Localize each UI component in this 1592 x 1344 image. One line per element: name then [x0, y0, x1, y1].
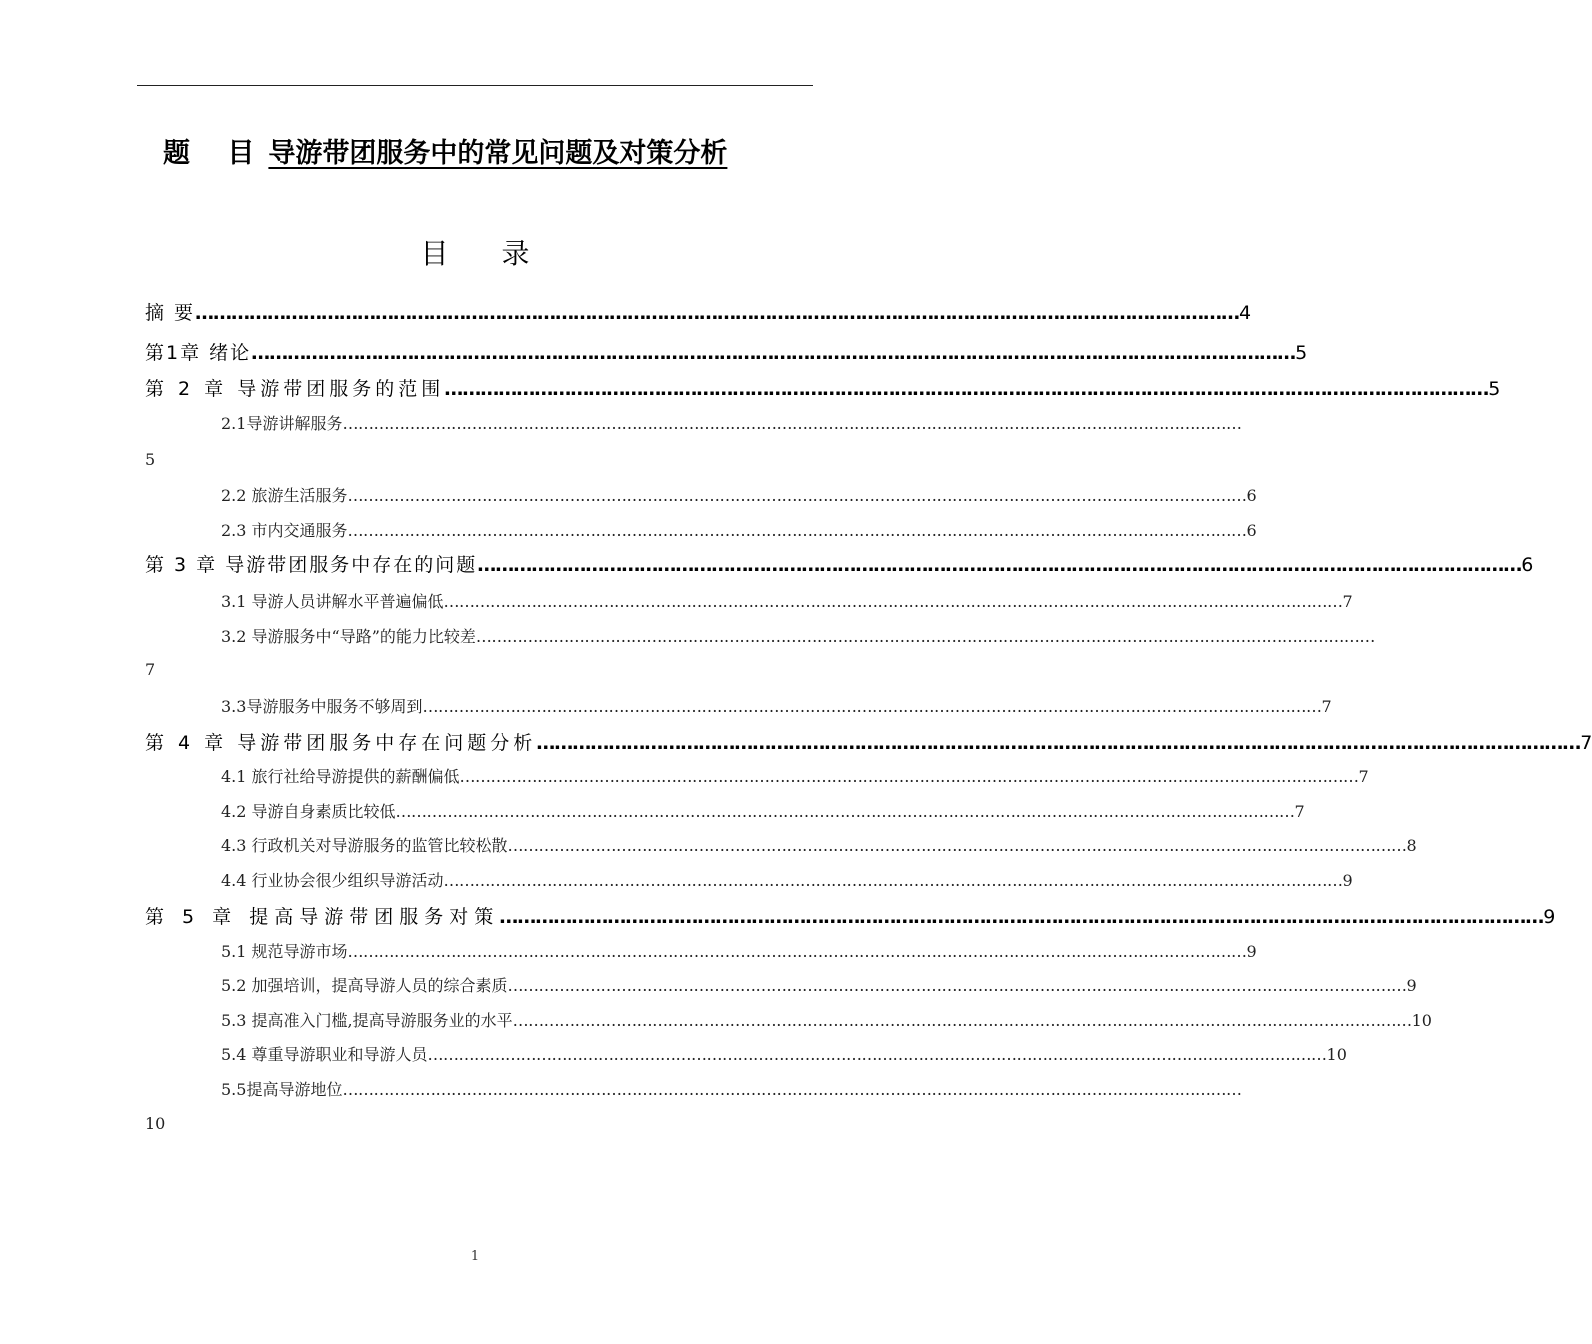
toc-entry-label: 3.3导游服务中服务不够周到: [221, 697, 423, 716]
toc-entry-label: 3.2 导游服务中“导路”的能力比较差: [221, 627, 476, 646]
toc-entry-label: 5.4 尊重导游职业和导游人员: [221, 1045, 428, 1064]
toc-leader: …………………………………………………………………………………………………………………………………………………………: [195, 302, 1240, 324]
toc-entry-label: 5.3 提高准入门槛,提高导游服务业的水平: [221, 1011, 513, 1030]
toc-entry-chapter-3[interactable]: [145, 550, 1534, 577]
toc-entry-label: 第1章 绪论: [145, 342, 252, 364]
toc-entry-page: 5: [1295, 342, 1308, 364]
toc-entry-page: 8: [1406, 836, 1417, 855]
toc-entry-page: 6: [1246, 486, 1257, 505]
toc-entry-page: 7: [1358, 767, 1369, 786]
toc-entry-page: 7: [1580, 732, 1592, 754]
toc-heading: 目 录: [420, 237, 552, 270]
toc-entry-page-wrapped: 5: [145, 450, 156, 469]
toc-entry-3-1[interactable]: [221, 589, 1353, 612]
toc-leader: …………………………………………………………………………………………………………………………………………………………: [444, 378, 1489, 400]
toc-entry-page-wrapped: 10: [145, 1114, 166, 1133]
toc-leader: …………………………………………………………………………………………………………………………………………………………: [342, 1080, 1242, 1099]
toc-leader: …………………………………………………………………………………………………………………………………………………………: [477, 554, 1522, 576]
toc-entry-label: 第 4 章 导游带团服务中存在问题分析: [145, 732, 537, 754]
title-prefix: 题 目: [163, 138, 269, 169]
toc-entry-5-5[interactable]: [221, 1077, 1242, 1100]
toc-entry-label: 5.1 规范导游市场: [221, 942, 348, 961]
toc-entry-4-3[interactable]: [221, 833, 1417, 856]
toc-entry-4-2[interactable]: [221, 799, 1305, 822]
toc-leader: …………………………………………………………………………………………………………………………………………………………: [427, 1045, 1327, 1064]
toc-entry-page: 9: [1246, 942, 1257, 961]
toc-leader: …………………………………………………………………………………………………………………………………………………………: [475, 627, 1375, 646]
header-rule: [137, 85, 813, 86]
toc-entry-5-3[interactable]: [221, 1008, 1432, 1031]
toc-entry-page: 9: [1543, 906, 1556, 928]
toc-entry-label: 第 2 章 导游带团服务的范围: [145, 378, 445, 400]
toc-entry-page: 10: [1411, 1011, 1432, 1030]
toc-entry-2-3[interactable]: [221, 518, 1257, 541]
toc-leader: …………………………………………………………………………………………………………………………………………………………: [251, 342, 1296, 364]
toc-leader: …………………………………………………………………………………………………………………………………………………………: [443, 592, 1343, 611]
toc-leader: …………………………………………………………………………………………………………………………………………………………: [422, 697, 1322, 716]
toc-entry-page: 5: [1488, 378, 1501, 400]
toc-entry-page: 7: [1294, 802, 1305, 821]
toc-leader: …………………………………………………………………………………………………………………………………………………………: [443, 871, 1343, 890]
toc-entry-4-1[interactable]: [221, 764, 1369, 787]
toc-entry-chapter-2[interactable]: [145, 374, 1501, 401]
toc-entry-chapter-1[interactable]: [145, 338, 1308, 365]
toc-entry-4-4[interactable]: [221, 868, 1353, 891]
title-text: 导游带团服务中的常见问题及对策分析: [268, 138, 728, 169]
toc-leader: …………………………………………………………………………………………………………………………………………………………: [347, 486, 1247, 505]
toc-leader: …………………………………………………………………………………………………………………………………………………………: [395, 802, 1295, 821]
toc-leader: …………………………………………………………………………………………………………………………………………………………: [459, 767, 1359, 786]
toc-entry-2-1[interactable]: [221, 411, 1242, 434]
toc-entry-label: 4.1 旅行社给导游提供的薪酬偏低: [221, 767, 460, 786]
footer-page-number: 1: [470, 1249, 480, 1264]
toc-entry-page: 6: [1246, 521, 1257, 540]
toc-entry-label: 4.4 行业协会很少组织导游活动: [221, 871, 444, 890]
toc-leader: …………………………………………………………………………………………………………………………………………………………: [347, 521, 1247, 540]
toc-leader: …………………………………………………………………………………………………………………………………………………………: [507, 836, 1407, 855]
toc-entry-2-2[interactable]: [221, 483, 1257, 506]
toc-entry-page: 9: [1342, 871, 1353, 890]
toc-entry-5-4[interactable]: [221, 1042, 1347, 1065]
toc-entry-label: 2.2 旅游生活服务: [221, 486, 348, 505]
toc-entry-page: 9: [1406, 976, 1417, 995]
toc-entry-chapter-4[interactable]: [145, 728, 1592, 755]
toc-entry-page: 10: [1326, 1045, 1347, 1064]
toc-entry-label: 5.5提高导游地位: [221, 1080, 343, 1099]
toc-entry-page-wrapped: 7: [145, 660, 156, 679]
toc-entry-5-1[interactable]: [221, 939, 1257, 962]
toc-entry-3-2[interactable]: [221, 624, 1375, 647]
toc-entry-5-2[interactable]: [221, 973, 1417, 996]
toc-entry-label: 2.1导游讲解服务: [221, 414, 343, 433]
toc-entry-label: 4.2 导游自身素质比较低: [221, 802, 396, 821]
toc-leader: …………………………………………………………………………………………………………………………………………………………: [499, 906, 1544, 928]
toc-leader: …………………………………………………………………………………………………………………………………………………………: [536, 732, 1581, 754]
thesis-title: [163, 131, 727, 170]
toc-entry-label: 第 5 章 提高导游带团服务对策: [145, 906, 500, 928]
toc-leader: …………………………………………………………………………………………………………………………………………………………: [507, 976, 1407, 995]
toc-entry-label: 2.3 市内交通服务: [221, 521, 348, 540]
toc-entry-label: 摘 要: [145, 302, 196, 324]
toc-entry-abstract[interactable]: [145, 298, 1252, 325]
toc-entry-chapter-5[interactable]: [145, 902, 1556, 929]
toc-entry-label: 3.1 导游人员讲解水平普遍偏低: [221, 592, 444, 611]
toc-entry-page: 4: [1239, 302, 1252, 324]
toc-entry-page: 7: [1321, 697, 1332, 716]
toc-entry-label: 5.2 加强培训，提高导游人员的综合素质: [221, 976, 508, 995]
toc-leader: …………………………………………………………………………………………………………………………………………………………: [342, 414, 1242, 433]
toc-entry-page: 7: [1342, 592, 1353, 611]
toc-entry-label: 第 3 章 导游带团服务中存在的问题: [145, 554, 478, 576]
toc-leader: …………………………………………………………………………………………………………………………………………………………: [347, 942, 1247, 961]
toc-leader: …………………………………………………………………………………………………………………………………………………………: [512, 1011, 1412, 1030]
toc-entry-label: 4.3 行政机关对导游服务的监管比较松散: [221, 836, 508, 855]
toc-entry-3-3[interactable]: [221, 694, 1332, 717]
toc-entry-page: 6: [1521, 554, 1534, 576]
